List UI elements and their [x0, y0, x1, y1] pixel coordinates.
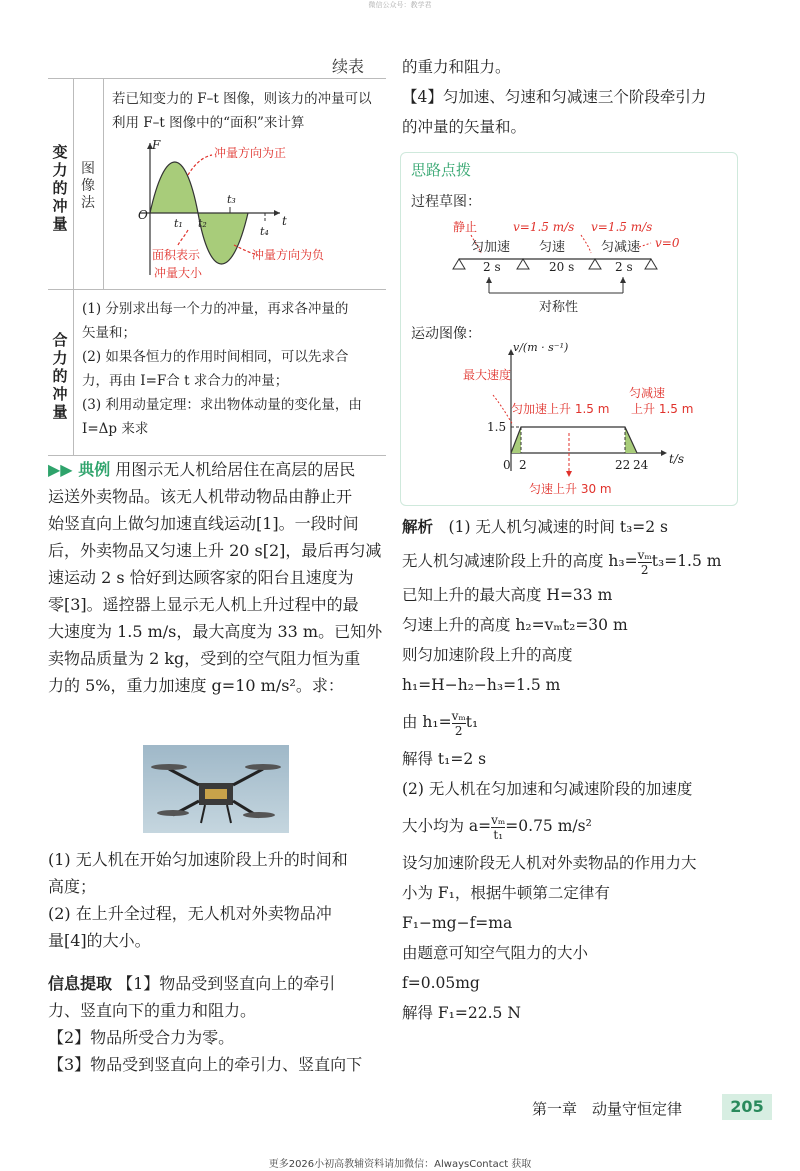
drone-icon [143, 745, 289, 833]
annotation-positive: 冲量方向为正 [214, 146, 287, 160]
drone-photo [143, 745, 289, 833]
stage-label: 匀加速 [471, 240, 511, 255]
annotation-area: 面积表示 [152, 248, 201, 262]
example-block: ▶▶ 典例 用图示无人机给居住在高层的居民 运送外卖物品。该无人机带动物品由静止开 始竖直向上做匀加速直线运动[1]。一段时间 后，外卖物品又匀速上升 20 s[2]，最后再匀减 速运动 2 s 恰好到达顾客家的阳台且速度为 零[3]。遥控器上显示无人机上升过程中的最 大速度为 1.5 m/s，最大高度为 33 m。已知外 卖物品质量为 2 kg，受到的空气阻力恒为重 力的 5%，重力加速度 g=10 m/s²。求： [48, 460, 383, 695]
watermark-text: 微信公众号：教学君 [368, 1, 432, 9]
x-tick-label: 22 [615, 458, 631, 472]
tick-label: t₂ [198, 217, 207, 230]
x-tick-label: 2 [519, 458, 527, 472]
time-label: 2 s [483, 260, 501, 274]
origin-label: O [138, 208, 148, 222]
example-tag: ▶▶ 典例 [48, 460, 111, 479]
decel-annotation: 匀减速 [629, 386, 666, 400]
motion-label: 运动图像： [411, 326, 481, 342]
formula-table [48, 78, 386, 456]
process-label: 过程草图： [411, 194, 481, 210]
chapter-footer: 第一章 动量守恒定律 [532, 1100, 683, 1118]
force-time-graph [130, 135, 380, 285]
thinking-box [400, 152, 738, 506]
max-speed-annotation: 最大速度 [463, 368, 512, 382]
annotation-area-2: 冲量大小 [154, 266, 203, 280]
speed-label: v=0 [655, 236, 680, 250]
tick-label: t₄ [260, 225, 269, 238]
tick-label: t₃ [227, 193, 236, 206]
x-axis-label: t/s [669, 452, 685, 466]
info-continued: 的重力和阻力。 【4】匀加速、匀速和匀减速三个阶段牵引力 的冲量的矢量和。 [402, 58, 707, 136]
graph-method-text: 若已知变力的 F–t 图像，则该力的冲量可以利用 F–t 图像中的“面积”来计算 [112, 91, 372, 131]
y-tick-label: 1.5 [487, 420, 507, 434]
velocity-time-graph [401, 341, 737, 501]
time-label: 2 s [615, 260, 633, 274]
speed-label: v=1.5 m/s [513, 220, 575, 234]
decel-annotation-2: 上升 1.5 m [631, 402, 694, 416]
analysis-block: 解析 (1) 无人机匀减速的时间 t₃=2 s 无人机匀减速阶段上升的高度 h₃= $\frac{\text{vₘ}}{2}$ t₃=1.5 m 已知上升的最大高度 H=33 m 匀速上升的高度 h₂=vₘt₂=30 m 则匀加速阶段上升的高度 h₁=H−h₂−h₃=1.5 m 由 h₁= $\frac{\text{vₘ}}{2}$ t₁ 解得 t₁=2 s (2) 无人机在匀加速和匀减速阶段的加速度 大小均为 a= $\frac{\text{vₘ}}{\text{t₁}}$ =0.75 m/s² 设匀加速阶段无人机对外卖物品的作用力大 小为 F₁，根据牛顿第二定律有 F₁−mg−f=ma 由题意可知空气阻力的大小 f=0.05mg 解得 F₁=22.5 N [402, 518, 722, 1022]
annotation-negative: 冲量方向为负 [252, 248, 325, 262]
page-number: 205 [722, 1094, 772, 1120]
table-continued-label: 续表 [332, 57, 365, 76]
row-sublabel-graph-method: 图像法 [81, 161, 95, 211]
speed-label: v=1.5 m/s [591, 220, 653, 234]
stage-label: 匀减速 [601, 240, 641, 255]
info-block: 信息提取 【1】物品受到竖直向上的牵引 力、竖直向下的重力和阻力。 【2】物品所受合力为零。 【3】物品受到竖直向上的牵引力、竖直向下 [48, 974, 363, 1074]
y-axis-label: v/(m · s⁻¹) [513, 341, 569, 354]
accel-annotation: 匀加速上升 1.5 m [511, 402, 610, 416]
net-force-text: (1) 分别求出每一个力的冲量，再求各冲量的 矢量和； (2) 如果各恒力的作用时间相同，可以先求合 力，再由 I=F合 t 求合力的冲量； (3) 利用动量定理：求出物体动量的变化量，由 I=Δp 来求 [82, 301, 362, 437]
process-diagram [401, 209, 737, 319]
stage-label: 匀速 [539, 240, 566, 255]
uniform-annotation: 匀速上升 30 m [529, 482, 612, 496]
thinking-title: 思路点拨 [411, 161, 472, 179]
analysis-title: 解析 [402, 518, 434, 536]
tick-label: t₁ [174, 217, 183, 230]
start-label: 静止 [453, 220, 478, 234]
y-axis-label: F [152, 138, 161, 152]
table-divider [73, 79, 74, 455]
row-label-net-force: 合力的冲量 [52, 331, 68, 421]
x-tick-label: 24 [633, 458, 649, 472]
time-label: 20 s [549, 260, 575, 274]
symmetry-label: 对称性 [539, 300, 579, 315]
x-tick-label: 0 [503, 458, 511, 472]
bottom-note: 更多2026小初高教辅资料请加微信：AlwaysContact 获取 [268, 1159, 532, 1170]
table-divider [103, 79, 104, 289]
x-axis-label: t [282, 214, 287, 228]
row-label-variable-force: 变力的冲量 [52, 143, 68, 233]
questions-block: (1) 无人机在开始匀加速阶段上升的时间和 高度； (2) 在上升全过程，无人机对外卖物品冲 量[4]的大小。 [48, 850, 348, 950]
table-divider [48, 289, 386, 290]
